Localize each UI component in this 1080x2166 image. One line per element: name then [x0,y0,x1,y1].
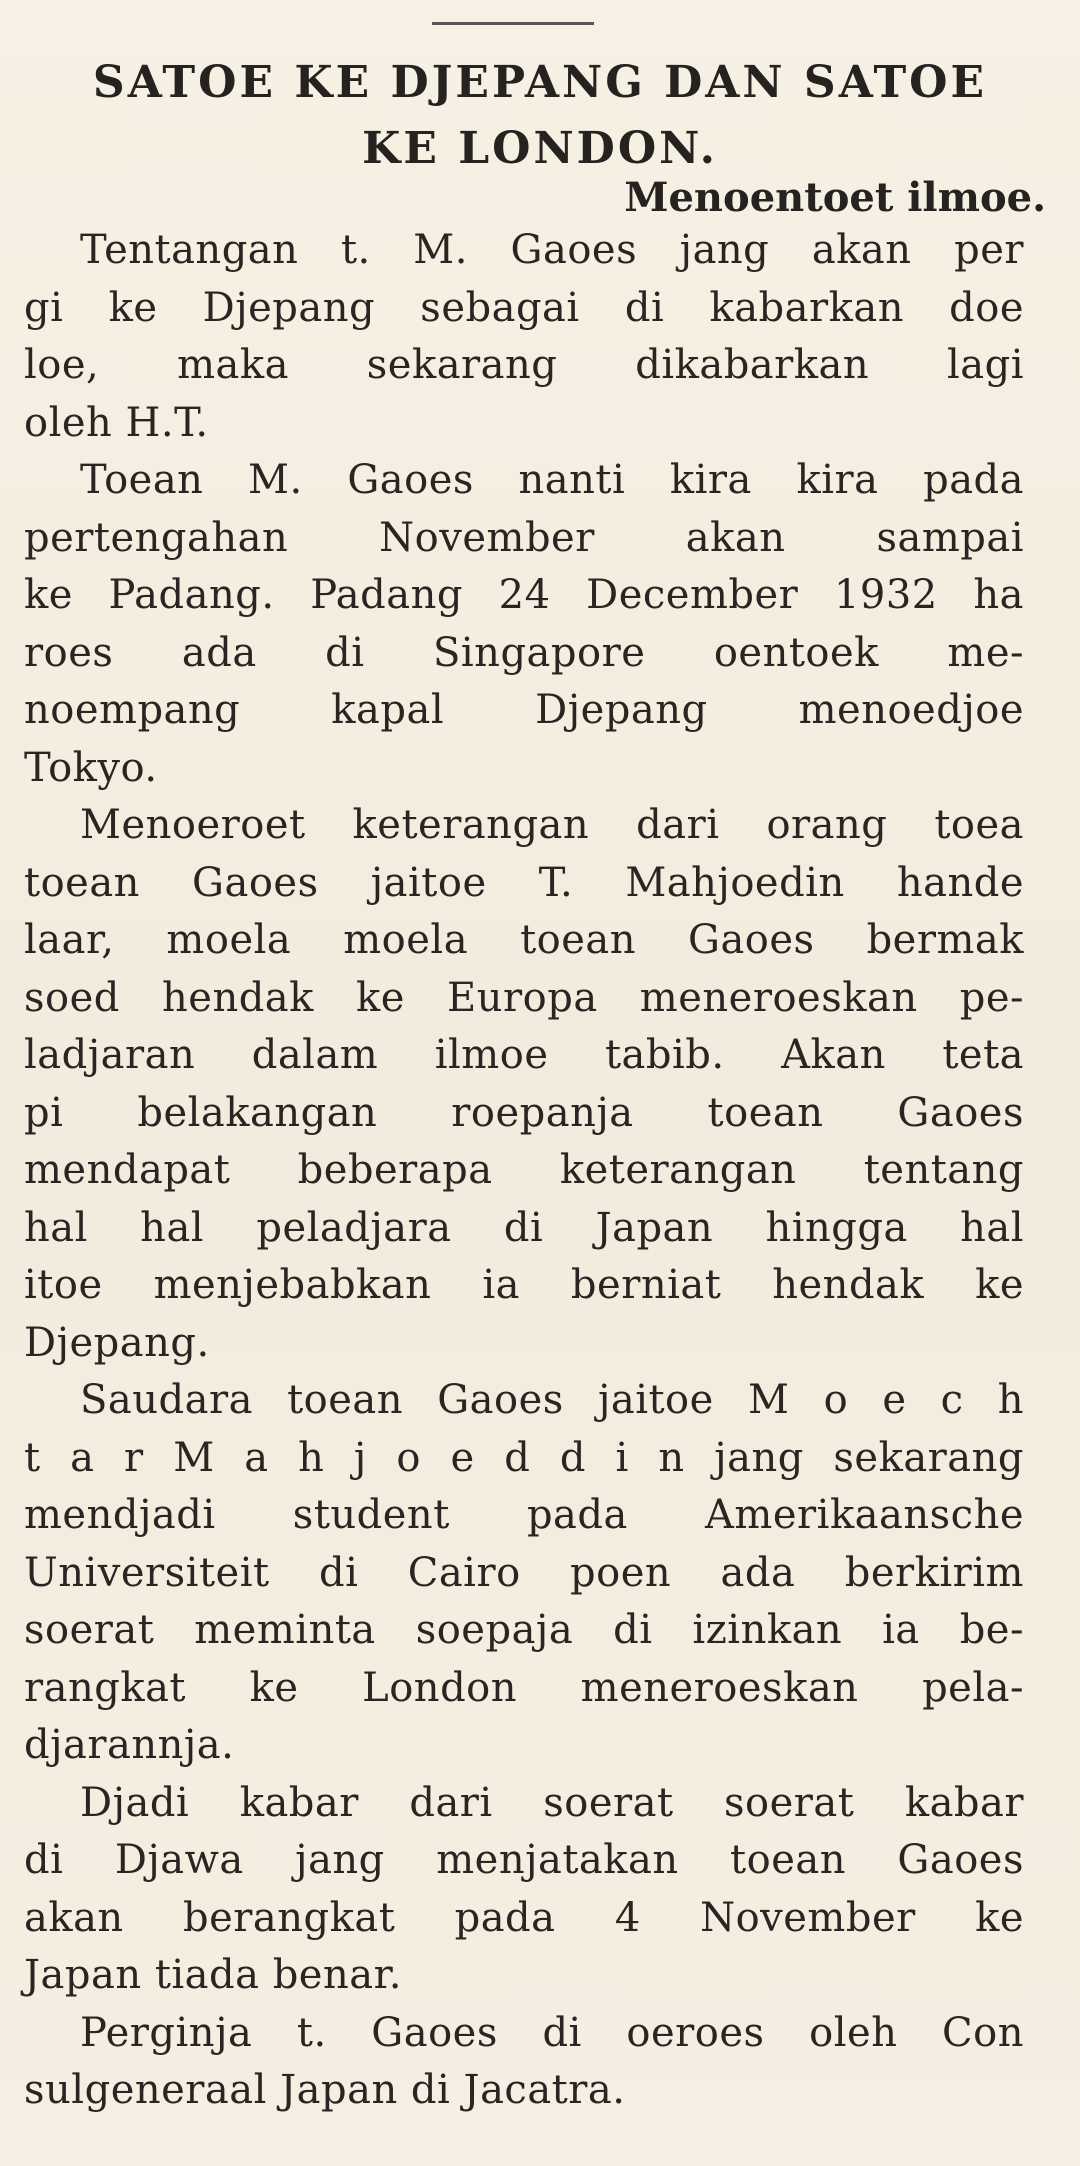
article-line: pertengahan November akan sampai [24,514,1024,561]
article-line: ladjaran dalam ilmoe tabib. Akan teta [24,1032,1024,1078]
article-line: Djepang. [24,1319,210,1366]
article-line: noempang kapal Djepang menoedjoe [24,687,1024,733]
article-line: mendjadi student pada Amerikaansche [24,1492,1024,1538]
headline-line-1: SATOE KE DJEPANG DAN SATOE [92,57,988,108]
article-line: hal hal peladjara di Japan hingga hal [24,1204,1024,1251]
article-line: t a r M a h j o e d d i n jang sekarang [24,1434,1024,1481]
article-line: soed hendak ke Europa meneroeskan pe- [24,974,1024,1021]
article-line: Universiteit di Cairo poen ada berkirim [24,1549,1024,1596]
article-line: roes ada di Singapore oentoek me- [24,629,1024,676]
article-line: soerat meminta soepaja di izinkan ia be- [24,1607,1024,1653]
article-line: Tentangan t. M. Gaoes jang akan per [80,227,1024,273]
article-body [24,222,1024,2120]
article-line: Tokyo. [24,744,158,791]
article-line: sulgeneraal Japan di Jacatra. [24,2067,626,2113]
article-line: akan berangkat pada 4 November ke [24,1894,1024,1941]
article-line: itoe menjebabkan ia berniat hendak ke [24,1262,1024,1308]
article-line: rangkat ke London meneroeskan pela- [24,1664,1024,1711]
article-line: laar, moela moela toean Gaoes bermak [24,917,1024,963]
article-line: Menoeroet keterangan dari orang toea [80,802,1024,848]
subheading: Menoentoet ilmoe. [624,174,1046,221]
article-line: Japan tiada benar. [24,1952,403,1998]
article-line: loe, maka sekarang dikabarkan lagi [24,342,1024,388]
top-divider [432,22,594,25]
article-line: Saudara toean Gaoes jaitoe M o e c h [80,1377,1024,1423]
article-line: Toean M. Gaoes nanti kira kira pada [80,457,1024,503]
article-line: oleh H.T. [24,399,209,446]
article-line: pi belakangan roepanja toean Gaoes [24,1089,1024,1136]
article-line: mendapat beberapa keterangan tentang [24,1147,1024,1193]
article-line: ke Padang. Padang 24 December 1932 ha [24,572,1024,618]
article-line: djarannja. [24,1722,235,1768]
article-line: di Djawa jang menjatakan toean Gaoes [24,1837,1024,1883]
headline [30,50,1050,182]
article-line: gi ke Djepang sebagai di kabarkan doe [24,284,1024,331]
headline-line-2: KE LONDON. [362,123,718,174]
article-line: Djadi kabar dari soerat soerat kabar [80,1779,1024,1826]
article-line: Perginja t. Gaoes di oeroes oleh Con [80,2009,1024,2056]
article-line: toean Gaoes jaitoe T. Mahjoedin hande [24,859,1024,906]
